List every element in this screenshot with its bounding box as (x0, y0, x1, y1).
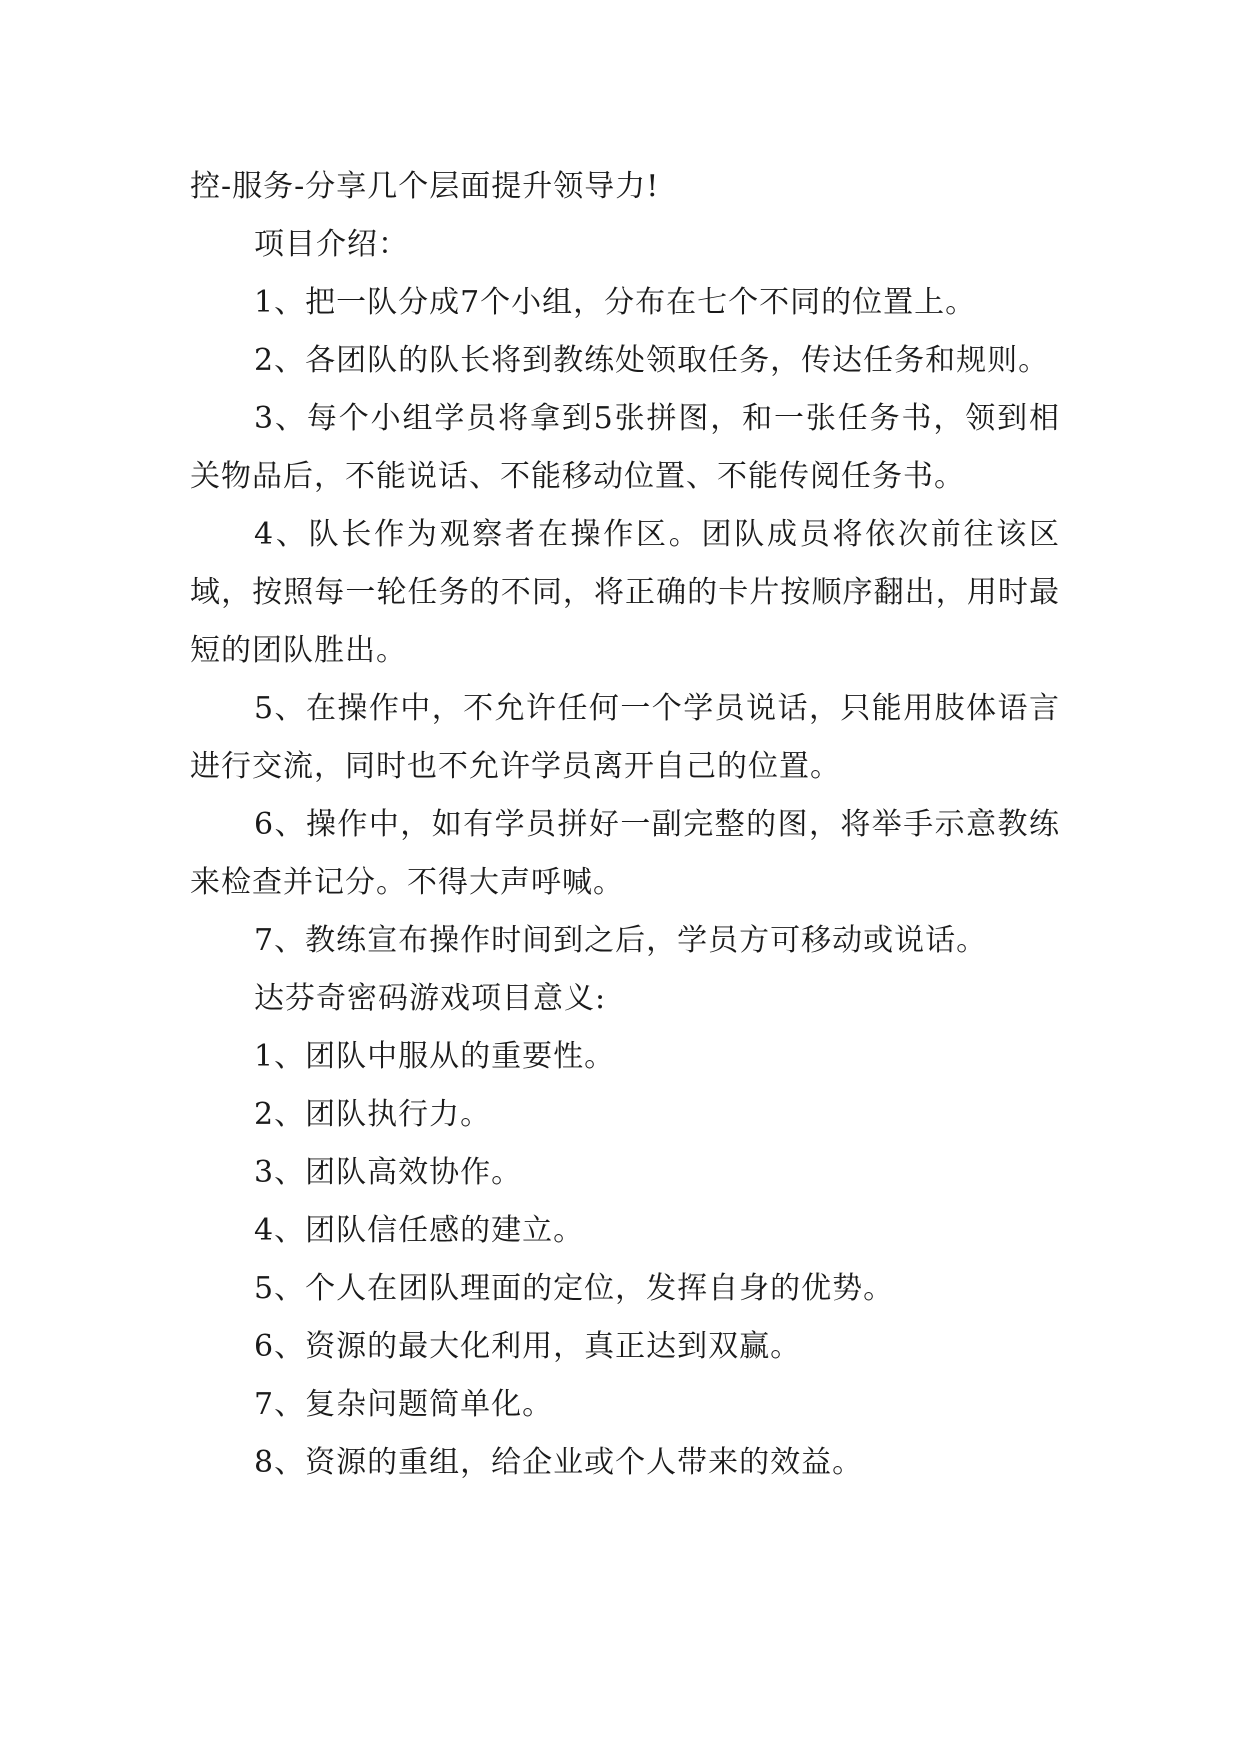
rule-item-7: 7、教练宣布操作时间到之后，学员方可移动或说话。 (254, 923, 988, 958)
heading-project-intro: 项目介绍： (254, 227, 409, 262)
rule-item-6: 6、操作中，如有学员拼好一副完整的图，将举手示意教练来检查并记分。不得大声呼喊。 (190, 807, 1060, 900)
meaning-item-8: 8、资源的重组，给企业或个人带来的效益。 (254, 1445, 864, 1480)
document-body (190, 158, 1060, 1492)
meaning-item-5: 5、个人在团队理面的定位，发挥自身的优势。 (254, 1271, 895, 1306)
rule-item-4: 4、队长作为观察者在操作区。团队成员将依次前往该区域，按照每一轮任务的不同，将正确的卡片按顺序翻出，用时最短的团队胜出。 (190, 517, 1060, 668)
meaning-item-4: 4、团队信任感的建立。 (254, 1213, 585, 1248)
meaning-item-3: 3、团队高效协作。 (254, 1155, 523, 1190)
meaning-item-6: 6、资源的最大化利用，真正达到双赢。 (254, 1329, 802, 1364)
rule-item-1: 1、把一队分成7个小组，分布在七个不同的位置上。 (254, 285, 977, 320)
rule-item-2: 2、各团队的队长将到教练处领取任务，传达任务和规则。 (254, 343, 1050, 378)
rule-item-3: 3、每个小组学员将拿到5张拼图，和一张任务书，领到相关物品后，不能说话、不能移动位置、不能传阅任务书。 (190, 401, 1060, 494)
meaning-item-7: 7、复杂问题简单化。 (254, 1387, 554, 1422)
rule-item-5: 5、在操作中，不允许任何一个学员说话，只能用肢体语言进行交流，同时也不允许学员离开自己的位置。 (190, 691, 1060, 784)
heading-project-meaning: 达芬奇密码游戏项目意义: (254, 981, 607, 1016)
meaning-item-1: 1、团队中服从的重要性。 (254, 1039, 616, 1074)
meaning-item-2: 2、团队执行力。 (254, 1097, 492, 1132)
paragraph-intro-continuation: 控-服务-分享几个层面提升领导力! (190, 169, 660, 204)
